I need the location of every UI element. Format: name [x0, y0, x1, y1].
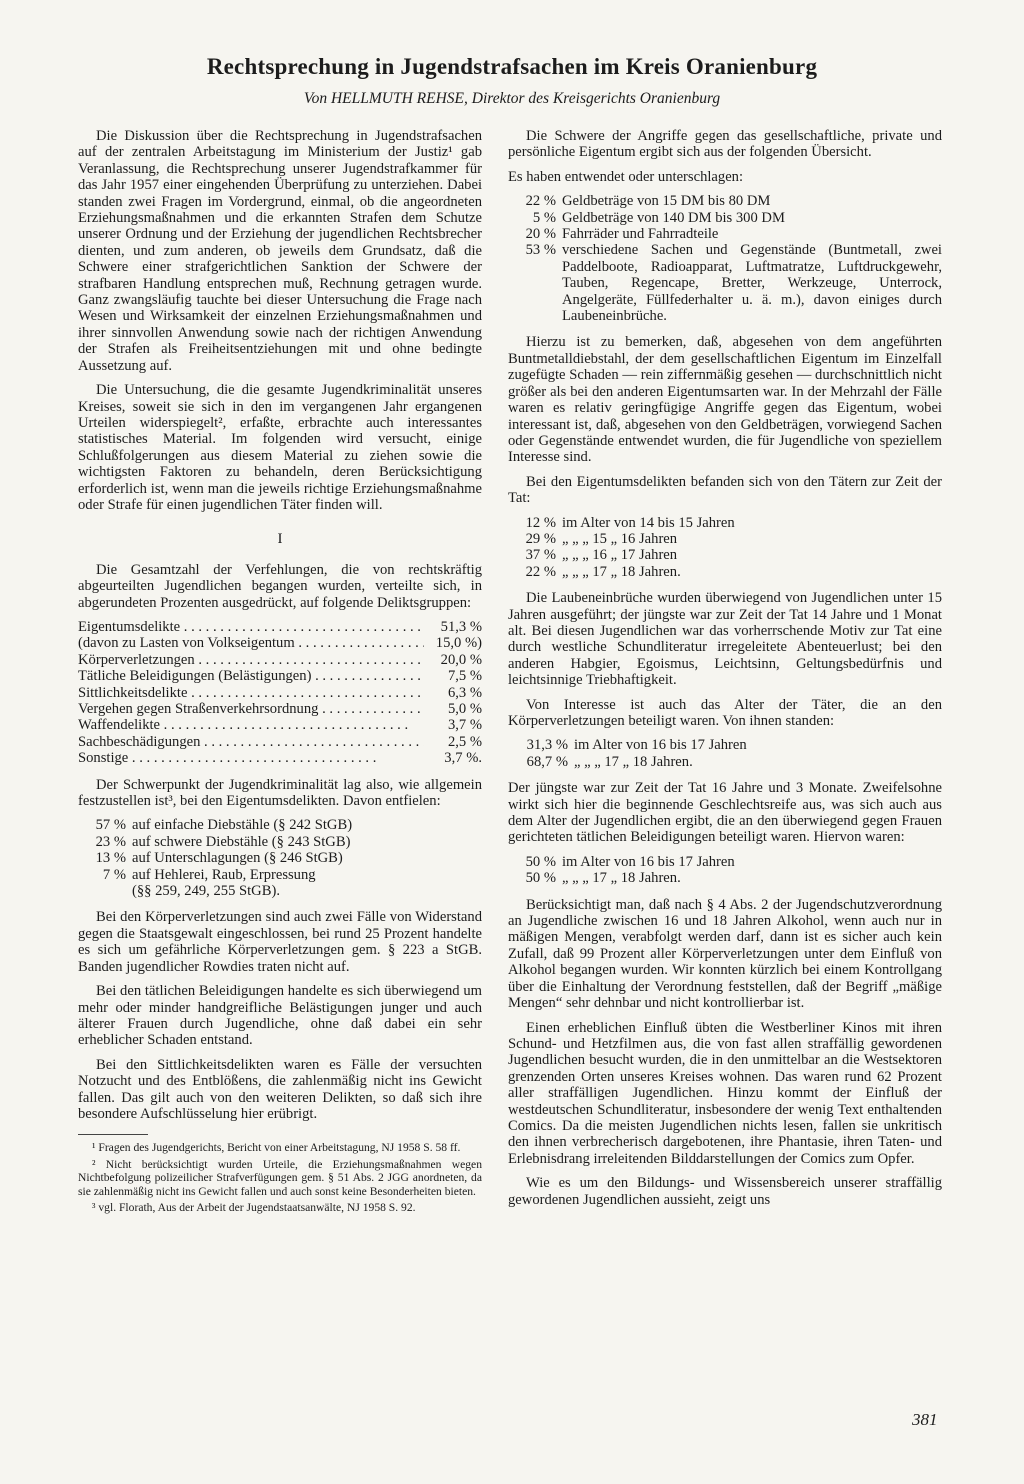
table-row — [78, 750, 482, 766]
article-title: Rechtsprechung in Jugendstrafsachen im Kreis Oranienburg — [206, 54, 818, 79]
footnote: ³ vgl. Florath, Aus der Arbeit der Jugendstaatsanwälte, NJ 1958 S. 92. — [92, 1200, 416, 1214]
offense-percent: 7,5 % — [447, 668, 482, 685]
table-row — [78, 668, 482, 684]
offense-label: (davon zu Lasten von Volkseigentum . . . — [78, 635, 424, 651]
list-item — [508, 547, 942, 563]
list-text: (§§ 259, 249, 255 StGB). — [132, 883, 280, 900]
list-item — [508, 193, 942, 209]
age-list-property-offenses — [508, 515, 942, 581]
offense-percent: 3,7 % — [447, 717, 482, 734]
offense-label: Waffendelikte . . . — [78, 717, 424, 733]
list-percent: 68,7 % — [526, 753, 568, 770]
list-item — [78, 867, 482, 883]
list-percent: 5 % — [532, 209, 556, 226]
list-item — [508, 737, 942, 753]
list-percent: 50 % — [525, 853, 556, 870]
offense-label: Eigentumsdelikte . . . — [78, 619, 424, 635]
paragraph: Einen erheblichen Einfluß übten die Westberliner Kinos mit ihren Schund- und Hetzfilmen aus, die von fast allen straffällig gewordenen Jugendlichen besucht wurden, die in den unmittelbar an die Westsektoren grenzenden Orten unseres Kreises wohnen. Das waren rund 62 Prozent aller straffälligen Jugendlichen. Hinzu kommt der Einfluß der westdeutschen Schundliteratur, insbesondere der wenig Text enthaltenden Comics. Da die meisten Jugendlichen nichts lesen, fallen sie unkritisch den ihnen verbrecherisch dargebotenen, ihre Phantasie, ihren Taten- und Erlebnisdrang irreleitenden Bilddarstellungen der Comics zum Opfer. — [508, 1019, 942, 1167]
list-percent: 23 % — [95, 833, 126, 850]
list-item — [78, 883, 482, 899]
list-item — [508, 515, 942, 531]
list-item — [508, 226, 942, 242]
theft-breakdown-list — [78, 817, 482, 899]
list-text: im Alter von 16 bis 17 Jahren — [574, 737, 747, 754]
list-text: auf schwere Diebstähle (§ 243 StGB) — [132, 833, 351, 850]
paragraph: Bei den tätlichen Beleidigungen handelte es sich überwiegend um mehr oder minder handgreifliche Belästigungen junger und auch älterer Frauen durch Jugendliche, ohne daß dabei ein sehr erheblicher Schaden entstand. — [78, 983, 482, 1049]
list-percent: 12 % — [525, 514, 556, 531]
paragraph: Bei den Sittlichkeitsdelikten waren es Fälle der versuchten Notzucht und des Entblößens, die zahlenmäßig nicht ins Gewicht fallen. Das gilt auch von den weiteren Delikten, so daß sich ihre besondere Aufschlüsselung hier erübrigt. — [78, 1056, 482, 1122]
offense-percent: 2,5 % — [447, 733, 482, 750]
offense-label: Körperverletzungen . . . — [78, 652, 424, 668]
list-percent: 57 % — [95, 817, 126, 834]
list-percent: 13 % — [95, 850, 126, 867]
offense-percent: 5,0 % — [447, 701, 482, 717]
list-item — [78, 850, 482, 866]
list-item — [508, 242, 942, 324]
list-text: im Alter von 14 bis 15 Jahren — [562, 514, 735, 531]
offense-label: Tätliche Beleidigungen (Belästigungen) . . . — [78, 668, 424, 684]
list-item — [508, 754, 942, 770]
offense-percent: 20,0 % — [440, 651, 482, 668]
list-text: Fahrräder und Fahrradteile — [562, 226, 719, 243]
paragraph: Der Schwerpunkt der Jugendkriminalität lag also, wie allgemein festzustellen ist³, bei den Eigentumsdelikten. Davon entfielen: — [78, 776, 482, 810]
paragraph: Die Schwere der Angriffe gegen das gesellschaftliche, private und persönliche Eigentum ergibt sich aus der folgenden Übersicht. — [508, 128, 942, 161]
offense-percent: 51,3 % — [440, 618, 482, 635]
offense-label: Sittlichkeitsdelikte . . . — [78, 685, 424, 701]
list-item — [78, 817, 482, 833]
list-text: Geldbeträge von 140 DM bis 300 DM — [562, 209, 785, 226]
paragraph: Die Untersuchung, die die gesamte Jugendkriminalität unseres Kreises, soweit sie sich in den im vergangenen Jahr ergangenen Urteilen widerspiegelt², erfaßte, erbrachte auch interessantes statistisches Material. Im folgenden wird versucht, einige Schlußfolgerungen aus diesem Material zu ziehen sowie die wichtigsten Faktoren zu behandeln, deren Berücksichtigung erforderlich ist, wenn man die jeweils richtige Erziehungsmaßnahme oder Strafe für einen jugendlichen Täter finden will. — [78, 382, 482, 513]
list-percent: 37 % — [525, 547, 556, 564]
paragraph: Die Gesamtzahl der Verfehlungen, die von rechtskräftig abgeurteilten Jugendlichen begangen wurden, verteilte sich, in abgerundeten Prozenten ausgedrückt, auf folgende Deliktsgruppen: — [78, 561, 482, 611]
offense-distribution-table — [78, 619, 482, 767]
list-percent: 31,3 % — [526, 737, 568, 754]
list-item — [508, 870, 942, 886]
list-text: „ „ „ 15 „ 16 Jahren — [562, 530, 678, 547]
paragraph: Es haben entwendet oder unterschlagen: — [508, 168, 744, 185]
list-text: „ „ „ 17 „ 18 Jahren. — [562, 563, 681, 580]
list-percent: 20 % — [525, 226, 556, 243]
table-row — [78, 685, 482, 701]
table-row — [78, 701, 482, 717]
paragraph: Der jüngste war zur Zeit der Tat 16 Jahre und 3 Monate. Zweifelsohne wirkt sich hier die beginnende Geschlechtsreife aus, was sich auch aus dem Alter der Jugendlichen ergibt, die an den überwiegend gegen Frauen gerichteten tätlichen Beleidigungen beteiligt waren. Hiervon waren: — [508, 780, 942, 846]
footnotes — [78, 1141, 482, 1214]
list-text: im Alter von 16 bis 17 Jahren — [562, 853, 735, 870]
list-text: Geldbeträge von 15 DM bis 80 DM — [562, 193, 771, 210]
list-item — [508, 854, 942, 870]
paragraph: Die Laubeneinbrüche wurden überwiegend von Jugendlichen unter 15 Jahren ausgeführt; der jüngste war zur Zeit der Tat 14 Jahre und 1 Monat alt. Bei diesen Jugendlichen war das vorherrschende Motiv zur Tat eine durch westliche Schundliteratur irregeleitete Abenteuerlust; bei den anderen Habgier, Egoismus, Leichtsinn, Geltungsbedürfnis und leichtsinnige Triebhaftigkeit. — [508, 590, 942, 689]
paragraph: Bei den Körperverletzungen sind auch zwei Fälle von Widerstand gegen die Staatsgewalt eingeschlossen, bei rund 25 Prozent handelte es sich um gefährliche Körperverletzungen gem. § 223 a StGB. Banden jugendlicher Rowdies traten nicht auf. — [78, 909, 482, 975]
paragraph: Hierzu ist zu bemerken, daß, abgesehen von dem angeführten Buntmetalldiebstahl, der dem gesellschaftlichen Eigentum im Einzelfall zugefügte Schaden — rein ziffernmäßig gesehen — durchschnittlich nicht größer als bei den anderen Eigentumsarten war. In der Mehrzahl der Fälle waren es relativ geringfügige Angriffe gegen das Eigentum, wobei interessant ist, daß, abgesehen von den Geldbeträgen, vorwiegend Sachen oder Gegenstände entwendet wurden, die für Jugendliche von speziellem Interesse sind. — [508, 334, 942, 466]
list-text: „ „ „ 17 „ 18 Jahren. — [574, 753, 693, 770]
paragraph: Die Diskussion über die Rechtsprechung in Jugendstrafsachen auf der zentralen Arbeitstagung im Ministerium der Justiz¹ gab Veranlassung, die Rechtsprechung unserer Jugendstrafkammer für das Jahr 1957 einer eingehenden Überprüfung zu unterziehen. Dabei standen zwei Fragen im Vordergrund, einmal, ob die angeordneten Erziehungsmaßnahmen und die erkannten Strafen dem Schutze unserer Ordnung und der Erziehung der jugendlichen Rechtsbrecher dienten, und zum anderen, ob jeweils dem Grundsatz, daß die Schwere einer strafgerichtlichen Sanktion der Schwere der strafbaren Handlung entsprechen muß, Rechnung getragen wurde. Ganz zwangsläufig tauchte bei dieser Untersuchung die Frage nach Wesen und Wirksamkeit der einzelnen Erziehungsmaßnahmen und ihrer sinnvollen Anwendung sowie nach der richtigen Anwendung der Strafen als Freiheitsentziehungen mit und ohne bedingte Aussetzung auf. — [78, 128, 482, 374]
footnote: ¹ Fragen des Jugendgerichts, Bericht von einer Arbeitstagung, NJ 1958 S. 58 ff. — [92, 1141, 461, 1155]
article-byline: Von HELLMUTH REHSE, Direktor des Kreisgerichts Oranienburg — [303, 90, 721, 107]
list-text: auf Unterschlagungen (§ 246 StGB) — [132, 850, 343, 867]
list-text: auf Hehlerei, Raub, Erpressung — [132, 866, 316, 883]
list-percent: 22 % — [525, 563, 556, 580]
paragraph: Wie es um den Bildungs- und Wissensbereich unserer straffällig gewordenen Jugendlichen aussieht, zeigt uns — [508, 1175, 942, 1208]
stolen-items-list — [508, 193, 942, 324]
list-item — [508, 210, 942, 226]
paragraph: Von Interesse ist auch das Alter der Täter, die an den Körperverletzungen beteiligt waren. Von ihnen standen: — [508, 696, 942, 729]
paragraph: Bei den Eigentumsdelikten befanden sich von den Tätern zur Zeit der Tat: — [508, 473, 942, 507]
offense-label: Sachbeschädigungen . . . — [78, 734, 424, 750]
table-row — [78, 619, 482, 635]
offense-percent: 15,0 %) — [435, 635, 482, 652]
footnote: ² Nicht berücksichtigt wurden Urteile, die Erziehungsmaßnahmen wegen Nichtbefolgung polizeilicher Strafverfügungen gem. § 51 Abs. 2 JGG anordneten, da sie zahlenmäßig nicht ins Gewicht fallen und auch sonst keine Besonderheiten bieten. — [78, 1157, 482, 1198]
paragraph: Berücksichtigt man, daß nach § 4 Abs. 2 der Jugendschutzverordnung an Jugendliche zwischen 16 und 18 Jahren Alkohol, wenn auch nur in mäßigen Mengen, verabfolgt werden darf, dann ist es sicher auch kein Zufall, daß 99 Prozent aller Körperverletzungen unter dem Einfluß von Alkohol begangen wurden. Wir konnten kürzlich bei einem Kontrollgang über die Einhaltung der Verordnung feststellen, daß der Begriff „mäßige Mengen“ sehr dehnbar und nicht kontrollierbar ist. — [508, 896, 942, 1012]
footnote-divider — [78, 1134, 148, 1135]
offense-percent: 6,3 % — [447, 684, 482, 701]
list-item — [508, 531, 942, 547]
list-percent: 53 % — [525, 242, 556, 259]
offense-label: Vergehen gegen Straßenverkehrsordnung . . . — [78, 701, 424, 717]
list-text: verschiedene Sachen und Gegenstände (Buntmetall, zwei Paddelboote, Radioapparat, Luftmatratze, Luftdruckgewehr, Tauben, Regencape, Bretter, Werkzeuge, Unterrock, Angelgeräte, Füllfederhalter u. ä. m.), davon einiges durch Laubeneinbrüche. — [562, 242, 942, 325]
table-row — [78, 652, 482, 668]
right-column — [508, 128, 942, 1216]
list-percent: 29 % — [525, 530, 556, 547]
left-column — [78, 128, 482, 1217]
list-text: „ „ „ 16 „ 17 Jahren — [562, 547, 678, 564]
list-percent: 50 % — [525, 870, 556, 887]
list-percent: 22 % — [525, 193, 556, 210]
page-number: 381 — [912, 1410, 938, 1429]
age-list-bodily-harm — [508, 737, 942, 770]
table-row — [78, 635, 482, 651]
list-percent: 7 % — [102, 866, 126, 883]
list-item — [508, 564, 942, 580]
list-text: auf einfache Diebstähle (§ 242 StGB) — [132, 817, 353, 834]
age-list-assault — [508, 854, 942, 887]
table-row — [78, 734, 482, 750]
list-percent — [78, 883, 132, 899]
offense-label: Sonstige . . . — [78, 750, 424, 766]
list-item — [78, 834, 482, 850]
table-row — [78, 717, 482, 733]
section-number: I — [277, 531, 283, 548]
offense-percent: 3,7 %. — [444, 750, 482, 767]
list-text: „ „ „ 17 „ 18 Jahren. — [562, 870, 681, 887]
